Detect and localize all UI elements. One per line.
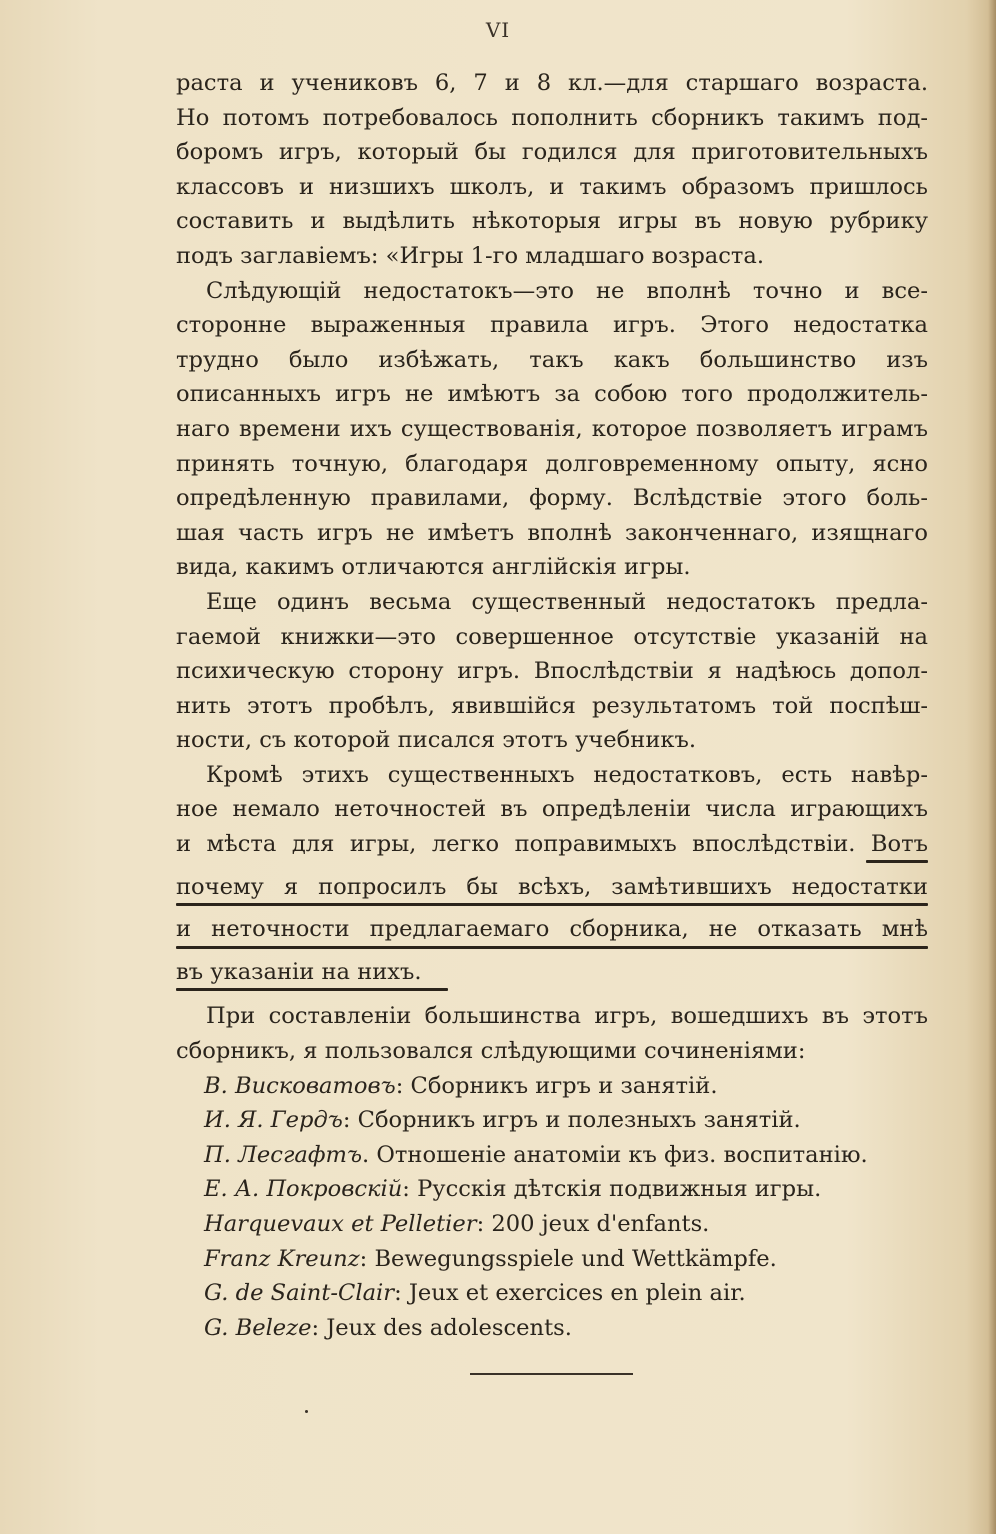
reference-author: Е. А. Покровскій xyxy=(204,1176,403,1203)
text-line: раста и учениковъ 6, 7 и 8 кл.—для старшаго возраста. xyxy=(176,70,928,96)
hand-underline xyxy=(866,860,928,863)
page-body xyxy=(176,66,928,1345)
hand-underline xyxy=(176,946,928,949)
reference-item xyxy=(176,1207,928,1242)
reference-separator: . xyxy=(362,1141,377,1168)
text-line: ности, съ которой писался этотъ учебникъ. xyxy=(176,727,697,754)
reference-separator: : xyxy=(394,1280,409,1307)
paper-speck xyxy=(305,1410,308,1413)
reference-author: G. Beleze xyxy=(204,1314,312,1341)
reference-title: Сборникъ игръ и полезныхъ занятій. xyxy=(357,1107,801,1134)
text-line: наго времени ихъ существованія, которое позволяетъ играмъ xyxy=(176,415,928,442)
reference-title: Jeux des adolescents. xyxy=(326,1314,572,1341)
reference-author: Harquevaux et Pelletier xyxy=(204,1211,477,1237)
text-line: гаемой книжки—это совершенное отсутствіе указаній на xyxy=(176,623,928,650)
reference-author: G. de Saint-Clair xyxy=(204,1280,395,1307)
text-line: сборникъ, я пользовался слѣдующими сочиненіями: xyxy=(176,1038,806,1065)
reference-item xyxy=(176,1069,928,1104)
paragraph-3 xyxy=(176,585,928,758)
text-line: трудно было избѣжать, такъ какъ большинство изъ xyxy=(176,346,928,373)
reference-list xyxy=(176,1069,928,1346)
reference-item xyxy=(176,1138,928,1173)
page-number: VI xyxy=(485,18,511,42)
reference-separator: : xyxy=(402,1176,418,1203)
reference-title: Русскія дѣтскія подвижныя игры. xyxy=(417,1176,822,1203)
text-line: Слѣдующій недостатокъ—это не вполнѣ точно и все- xyxy=(206,277,928,304)
reference-title: 200 jeux d'enfants. xyxy=(491,1211,710,1237)
text-line: принять точную, благодаря долговременному опыту, ясно xyxy=(176,450,928,477)
text-line-underlined: въ указаніи на нихъ. xyxy=(176,958,422,985)
reference-separator: : xyxy=(395,1072,411,1099)
text-line: и мѣста для игры, легко поправимыхъ впослѣдствіи. Вотъ xyxy=(176,831,928,858)
reference-item xyxy=(176,1311,928,1346)
reference-title: Jeux et exercices en plein air. xyxy=(408,1280,746,1307)
text-line: психическую сторону игръ. Впослѣдствіи я надѣюсь допол- xyxy=(176,658,928,685)
paragraph-4 xyxy=(176,758,928,990)
reference-author: И. Я. Гердъ xyxy=(204,1107,343,1134)
reference-author: П. Лесгафтъ xyxy=(204,1141,363,1168)
text-line: нить этотъ пробѣлъ, явившійся результатомъ той поспѣш- xyxy=(176,692,928,719)
reference-separator: : xyxy=(359,1245,375,1272)
reference-separator: : xyxy=(342,1107,358,1134)
text-line: боромъ игръ, который бы годился для приготовительныхъ xyxy=(176,139,928,166)
reference-item xyxy=(176,1103,928,1138)
text-line-underlined: почему я попросилъ бы всѣхъ, замѣтившихъ недостатки xyxy=(176,873,928,900)
reference-separator: : xyxy=(311,1314,327,1341)
text-line: Еще одинъ весьма существенный недостатокъ предла- xyxy=(206,588,928,615)
text-line: опредѣленную правилами, форму. Вслѣдствіе этого боль- xyxy=(176,485,928,512)
text-line: При составленіи большинства игръ, вошедшихъ въ этотъ xyxy=(206,1003,928,1030)
text-line: подъ заглавіемъ: «Игры 1-го младшаго возраста. xyxy=(176,242,765,269)
page-edge-shadow xyxy=(988,0,996,1534)
hand-underline xyxy=(176,903,928,906)
reference-item xyxy=(176,1172,928,1207)
reference-title: Отношеніе анатоміи къ физ. воспитанію. xyxy=(376,1141,868,1168)
reference-author: В. Висковатовъ xyxy=(204,1072,396,1099)
end-rule xyxy=(470,1373,633,1375)
reference-title: Сборникъ игръ и занятій. xyxy=(410,1072,718,1099)
paragraph-5 xyxy=(176,999,928,1068)
text-line: ное немало неточностей въ опредѣленіи числа играющихъ xyxy=(176,796,928,823)
paragraph-1 xyxy=(176,66,928,274)
reference-item xyxy=(176,1242,928,1277)
paragraph-2 xyxy=(176,274,928,585)
reference-item xyxy=(176,1276,928,1311)
text-line: Но потомъ потребовалось пополнить сборникъ такимъ под- xyxy=(176,104,928,131)
text-line: составить и выдѣлить нѣкоторыя игры въ новую рубрику xyxy=(176,208,928,235)
text-line: Кромѣ этихъ существенныхъ недостатковъ, есть навѣр- xyxy=(206,761,928,788)
reference-title: Bewegungsspiele und Wettkämpfe. xyxy=(374,1245,777,1272)
text-line: классовъ и низшихъ школъ, и такимъ образомъ пришлось xyxy=(176,173,928,200)
hand-underline xyxy=(176,988,448,991)
text-line: сторонне выраженныя правила игръ. Этого недостатка xyxy=(176,312,928,339)
reference-separator: : xyxy=(476,1211,492,1237)
reference-author: Franz Kreunz xyxy=(204,1245,360,1272)
text-line-underlined: и неточности предлагаемаго сборника, не отказать мнѣ xyxy=(176,916,928,943)
text-line: вида, какимъ отличаются англійскія игры. xyxy=(176,554,691,581)
text-line: шая часть игръ не имѣетъ вполнѣ законченнаго, изящнаго xyxy=(176,519,928,546)
text-line: описанныхъ игръ не имѣютъ за собою того продолжитель- xyxy=(176,381,928,408)
